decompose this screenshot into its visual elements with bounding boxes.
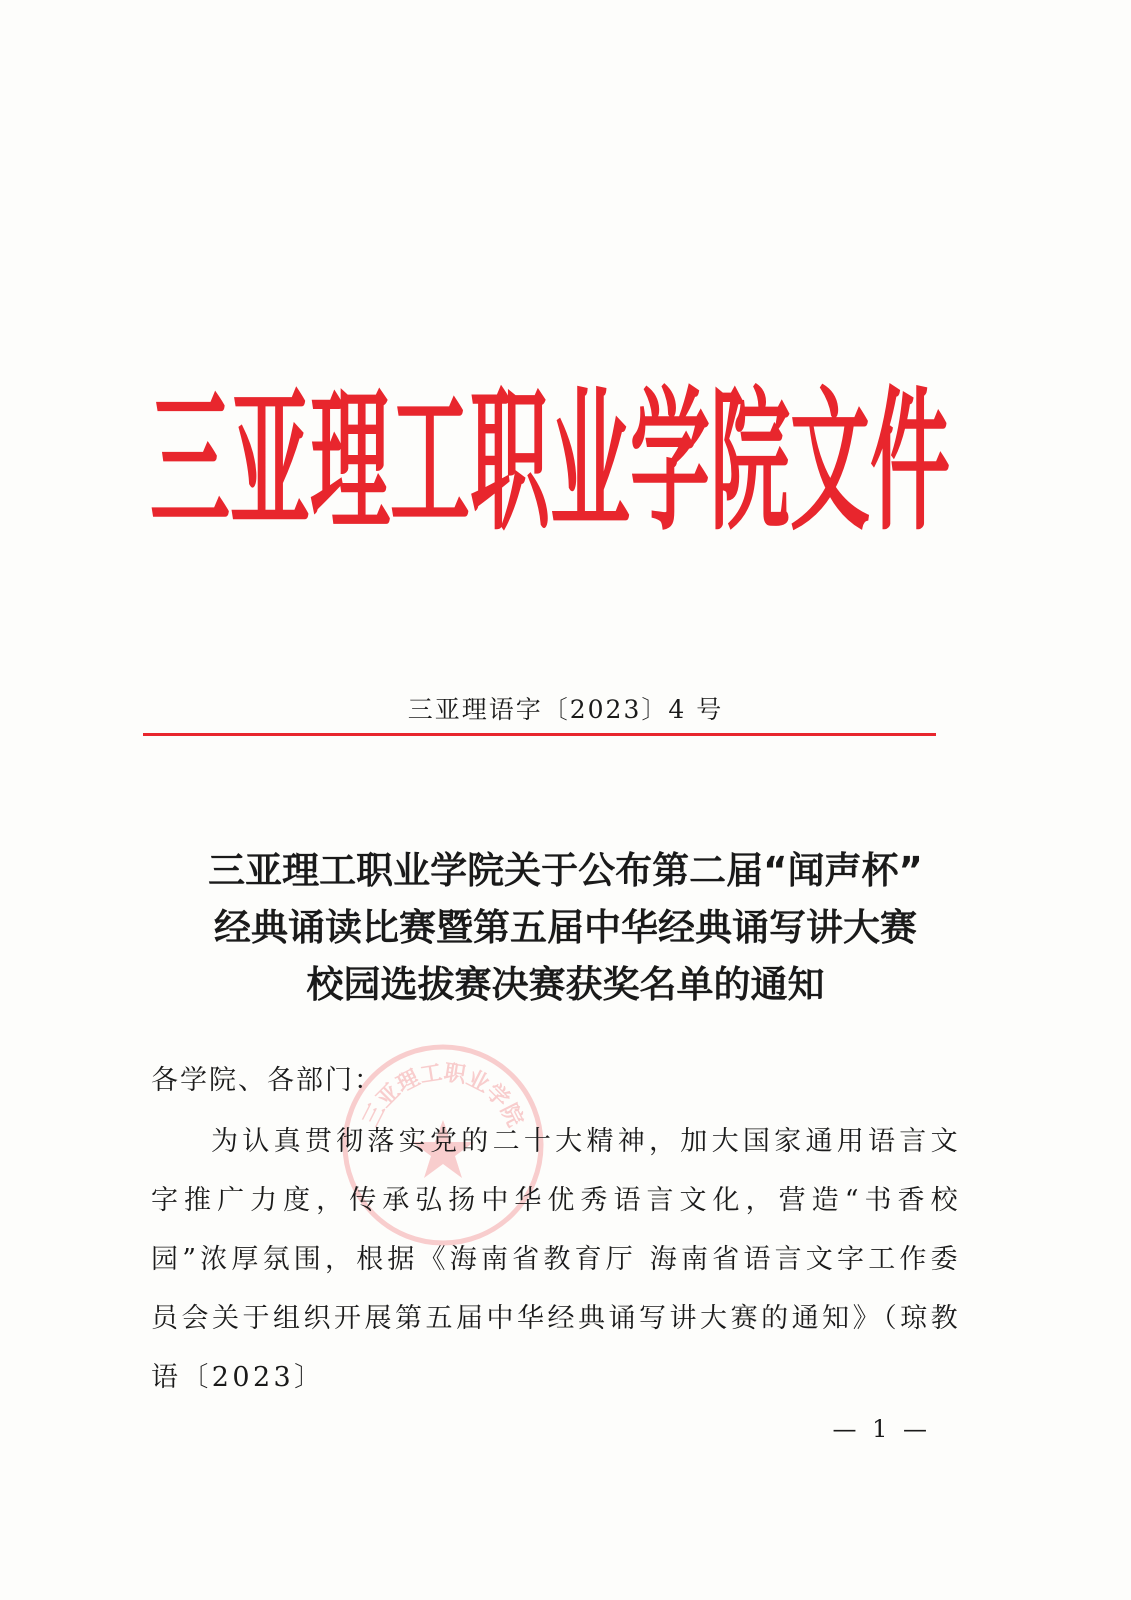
body-paragraph: 为认真贯彻落实党的二十大精神，加大国家通用语言文字推广力度，传承弘扬中华优秀语言文化，营造“书香校园”浓厚氛围，根据《海南省教育厅 海南省语言文字工作委员会关于组织开展第五届中华经典诵写讲大赛的通知》（琼教语〔2023〕 [151,1126,961,1393]
red-divider-line [143,733,936,736]
notice-title-line-2: 经典诵读比赛暨第五届中华经典诵写讲大赛 [214,906,917,949]
masthead-title: 三亚理工职业学院文件 [150,373,951,552]
notice-title-line-3: 校园选拔赛决赛获奖名单的通知 [306,963,825,1006]
notice-title [120,842,1011,1013]
salutation: 各学院、各部门： [151,1065,383,1096]
seal-text: 三亚理工职业学院 [358,1060,528,1131]
document-number: 三亚理语字〔2023〕4 号 [407,695,724,724]
page-number: — 1 — [832,1415,931,1443]
notice-title-line-1: 三亚理工职业学院关于公布第二届“闻声杯” [208,849,923,892]
